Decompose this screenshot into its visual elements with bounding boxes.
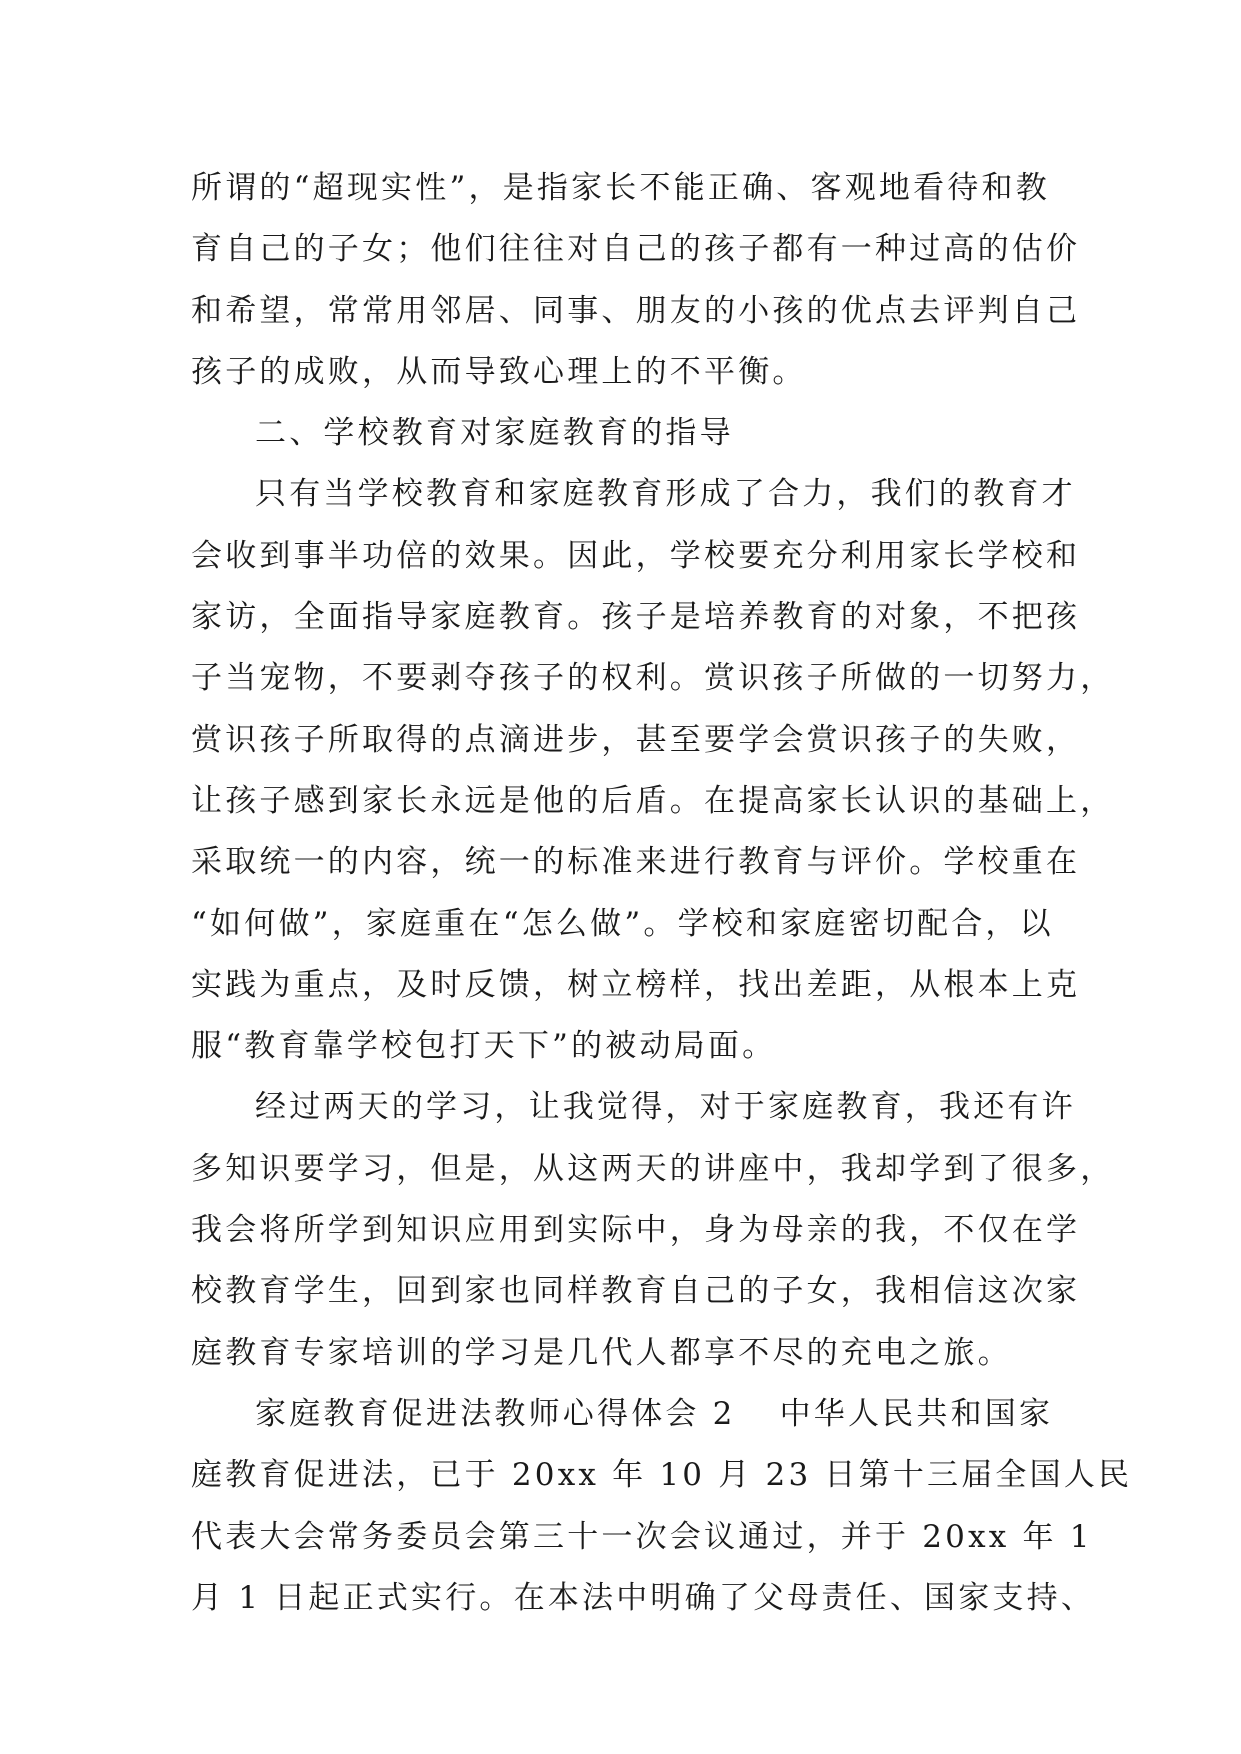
paragraph-line: 月 1 日起正式实行。在本法中明确了父母责任、国家支持、 bbox=[191, 1579, 1096, 1616]
paragraph-line: 经过两天的学习，让我觉得，对于家庭教育，我还有许 bbox=[255, 1089, 1076, 1126]
paragraph-line: 赏识孩子所取得的点滴进步，甚至要学会赏识孩子的失败， bbox=[191, 721, 1081, 758]
paragraph-line: 只有当学校教育和家庭教育形成了合力，我们的教育才 bbox=[255, 476, 1076, 513]
paragraph-line: 实践为重点，及时反馈，树立榜样，找出差距，从根本上克 bbox=[191, 966, 1081, 1003]
article-title: 家庭教育促进法教师心得体会 2 bbox=[255, 1395, 736, 1432]
paragraph-line: 服“教育靠学校包打天下”的被动局面。 bbox=[191, 1028, 777, 1065]
paragraph-line: 孩子的成败，从而导致心理上的不平衡。 bbox=[191, 353, 807, 390]
paragraph-line: 采取统一的内容，统一的标准来进行教育与评价。学校重在 bbox=[191, 844, 1081, 881]
paragraph-line: 多知识要学习，但是，从这两天的讲座中，我却学到了很多， bbox=[191, 1150, 1115, 1187]
article-title-line bbox=[191, 1384, 1071, 1445]
paragraph-line: 所谓的“超现实性”，是指家长不能正确、客观地看待和教 bbox=[191, 170, 1050, 206]
paragraph-fragment: 中华人民共和国家 bbox=[779, 1395, 1054, 1432]
paragraph-line: 家访，全面指导家庭教育。孩子是培养教育的对象，不把孩 bbox=[191, 599, 1081, 636]
paragraph-line: 庭教育专家培训的学习是几代人都享不尽的充电之旅。 bbox=[191, 1334, 1012, 1371]
document-body bbox=[191, 158, 1133, 1629]
paragraph-line: 子当宠物，不要剥夺孩子的权利。赏识孩子所做的一切努力， bbox=[191, 660, 1115, 697]
paragraph-line: 代表大会常务委员会第三十一次会议通过，并于 20xx 年 1 bbox=[191, 1518, 1093, 1555]
paragraph-line: “如何做”，家庭重在“怎么做”。学校和家庭密切配合，以 bbox=[191, 905, 1054, 942]
paragraph-line: 和希望，常常用邻居、同事、朋友的小孩的优点去评判自己 bbox=[191, 292, 1081, 329]
paragraph-line: 育自己的子女；他们往往对自己的孩子都有一种过高的估价 bbox=[191, 231, 1081, 268]
paragraph-line: 校教育学生，回到家也同样教育自己的子女，我相信这次家 bbox=[191, 1273, 1081, 1310]
paragraph-line: 我会将所学到知识应用到实际中，身为母亲的我，不仅在学 bbox=[191, 1212, 1081, 1249]
paragraph-line: 庭教育促进法，已于 20xx 年 10 月 23 日第十三届全国人民 bbox=[191, 1457, 1133, 1494]
paragraph-line: 会收到事半功倍的效果。因此，学校要充分利用家长学校和 bbox=[191, 537, 1081, 574]
paragraph-line: 让孩子感到家长永远是他的后盾。在提高家长认识的基础上， bbox=[191, 782, 1115, 819]
section-heading: 二、学校教育对家庭教育的指导 bbox=[255, 415, 734, 452]
